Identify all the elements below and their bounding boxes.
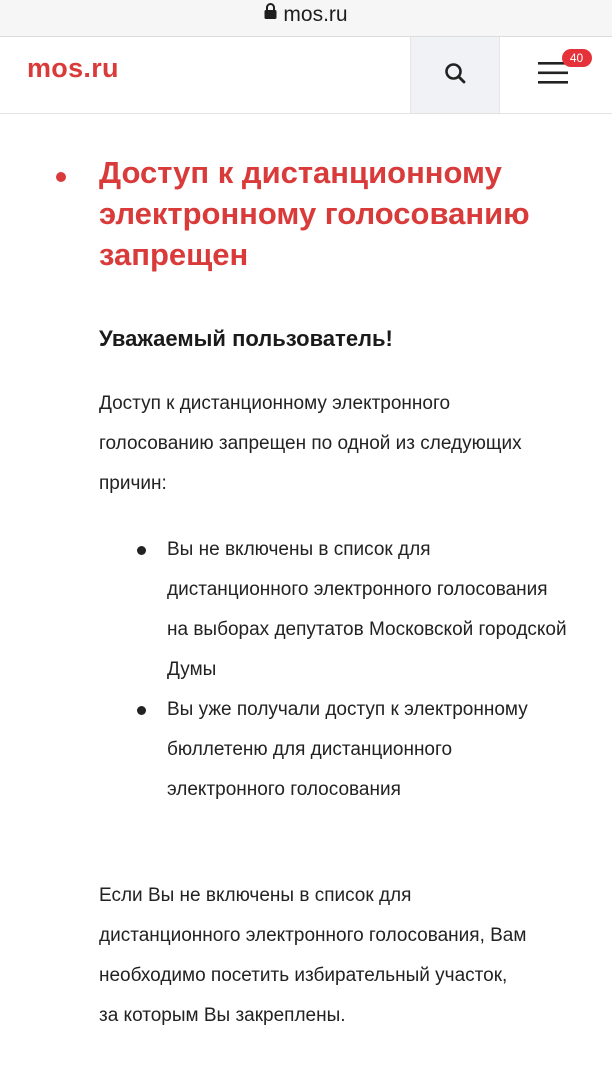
lock-icon <box>264 1 277 25</box>
search-icon <box>444 62 466 89</box>
list-item <box>130 530 570 690</box>
site-logo[interactable]: mos.ru <box>27 53 119 83</box>
menu-button[interactable] <box>499 37 612 113</box>
list-item <box>130 690 570 810</box>
reasons-list <box>130 530 570 810</box>
hamburger-icon <box>538 72 568 89</box>
url-display[interactable] <box>0 3 612 27</box>
search-button[interactable] <box>410 37 500 113</box>
greeting-heading: Уважаемый пользователь! <box>99 326 393 351</box>
bullet-icon <box>137 546 146 555</box>
reason-text: Вы не включены в список для дистанционного электронного голосования на выборах депутатов Московской городской Думы <box>167 539 567 680</box>
notification-badge: 40 <box>562 49 592 67</box>
reason-text: Вы уже получали доступ к электронному бюллетеню для дистанционного электронного голосования <box>167 699 528 800</box>
site-header <box>0 37 612 114</box>
url-text: mos.ru <box>283 3 348 26</box>
browser-url-bar[interactable] <box>0 0 612 37</box>
page-title: Доступ к дистанционному электронному голосованию запрещен <box>99 155 530 272</box>
outro-paragraph: Если Вы не включены в список для дистанционного электронного голосования, Вам необходимо посетить избирательный участок, за которым Вы закреплены. <box>99 885 527 1026</box>
intro-paragraph: Доступ к дистанционному электронного голосованию запрещен по одной из следующих причин: <box>99 393 522 494</box>
menu-icon-wrap <box>538 51 584 89</box>
bullet-icon <box>137 706 146 715</box>
title-bullet-icon <box>56 172 66 182</box>
